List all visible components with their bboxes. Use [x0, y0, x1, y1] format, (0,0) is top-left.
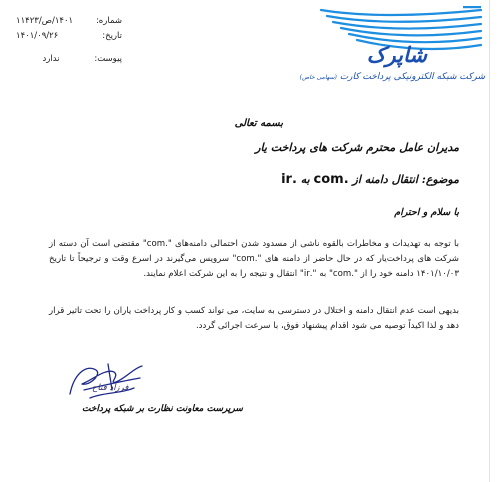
logo-company-text: شرکت شبکه الکترونیکی پرداخت کارت	[339, 72, 485, 82]
letter-subject	[281, 172, 459, 187]
letter-attachment-row	[12, 52, 122, 67]
signatory-name: فرزاد فتاح	[92, 383, 129, 393]
logo-company-suffix: (سهامی خاص)	[299, 74, 337, 81]
subject-from-domain: .com	[313, 172, 349, 187]
letter-attachment-value: ندارد	[42, 54, 60, 64]
letter-meta	[12, 14, 122, 67]
bismillah-heading: بسمه تعالی	[234, 118, 283, 129]
subject-to-domain: .ir	[281, 172, 297, 187]
shaparak-logo	[299, 6, 485, 92]
logo-company-name	[299, 72, 485, 82]
letter-date-value: ۱۴۰۱/۰۹/۲۶	[16, 31, 59, 41]
letter-attachment-label: پیوست:	[94, 54, 122, 64]
letter-addressee: مدیران عامل محترم شرکت های پرداخت یار	[255, 141, 459, 154]
letter-number-row	[12, 14, 122, 29]
letter-paragraph-2: بدیهی است عدم انتقال دامنه و اختلال در دسترسی به سایت، می تواند کسب و کار پرداخت یاران را تحت تاثیر قرار دهد و لذا اکیداً توصیه می شود اقدام پیشنهاد فوق، با سرعت اجرائی گردد.	[49, 306, 459, 331]
letter-date-label: تاریخ:	[102, 31, 122, 41]
logo-wordmark: شاپرک	[366, 42, 427, 67]
letter-greeting: با سلام و احترام	[394, 207, 459, 218]
page-edge-rule	[489, 0, 490, 482]
subject-prefix: موضوع: انتقال دامنه از	[348, 173, 459, 186]
signatory-title: سرپرست معاونت نظارت بر شبکه پرداخت	[82, 404, 243, 414]
subject-mid: به	[296, 173, 314, 186]
letter-paragraph-1: با توجه به تهدیدات و مخاطرات بالقوه ناشی از مسدود شدن احتمالی دامنه‌های ".com" مقتضی است آن دسته از شرکت های پرداخت‌یار که در حال حاضر از دامنه های ".com" سرویس می‌گیرند در اسرع وقت و ترجیحاً تا تاریخ ۱۴۰۱/۱۰/۰۳ دامنه خود را از ".com" به ".ir" انتقال و نتیجه را به این شرکت اعلام نمایند.	[49, 239, 459, 279]
letter-number-label: شماره:	[95, 16, 122, 26]
letter-date-row	[12, 29, 122, 44]
letter-number-value: ۱۴۰۱/ص/۱۱۴۲۳	[16, 16, 74, 26]
